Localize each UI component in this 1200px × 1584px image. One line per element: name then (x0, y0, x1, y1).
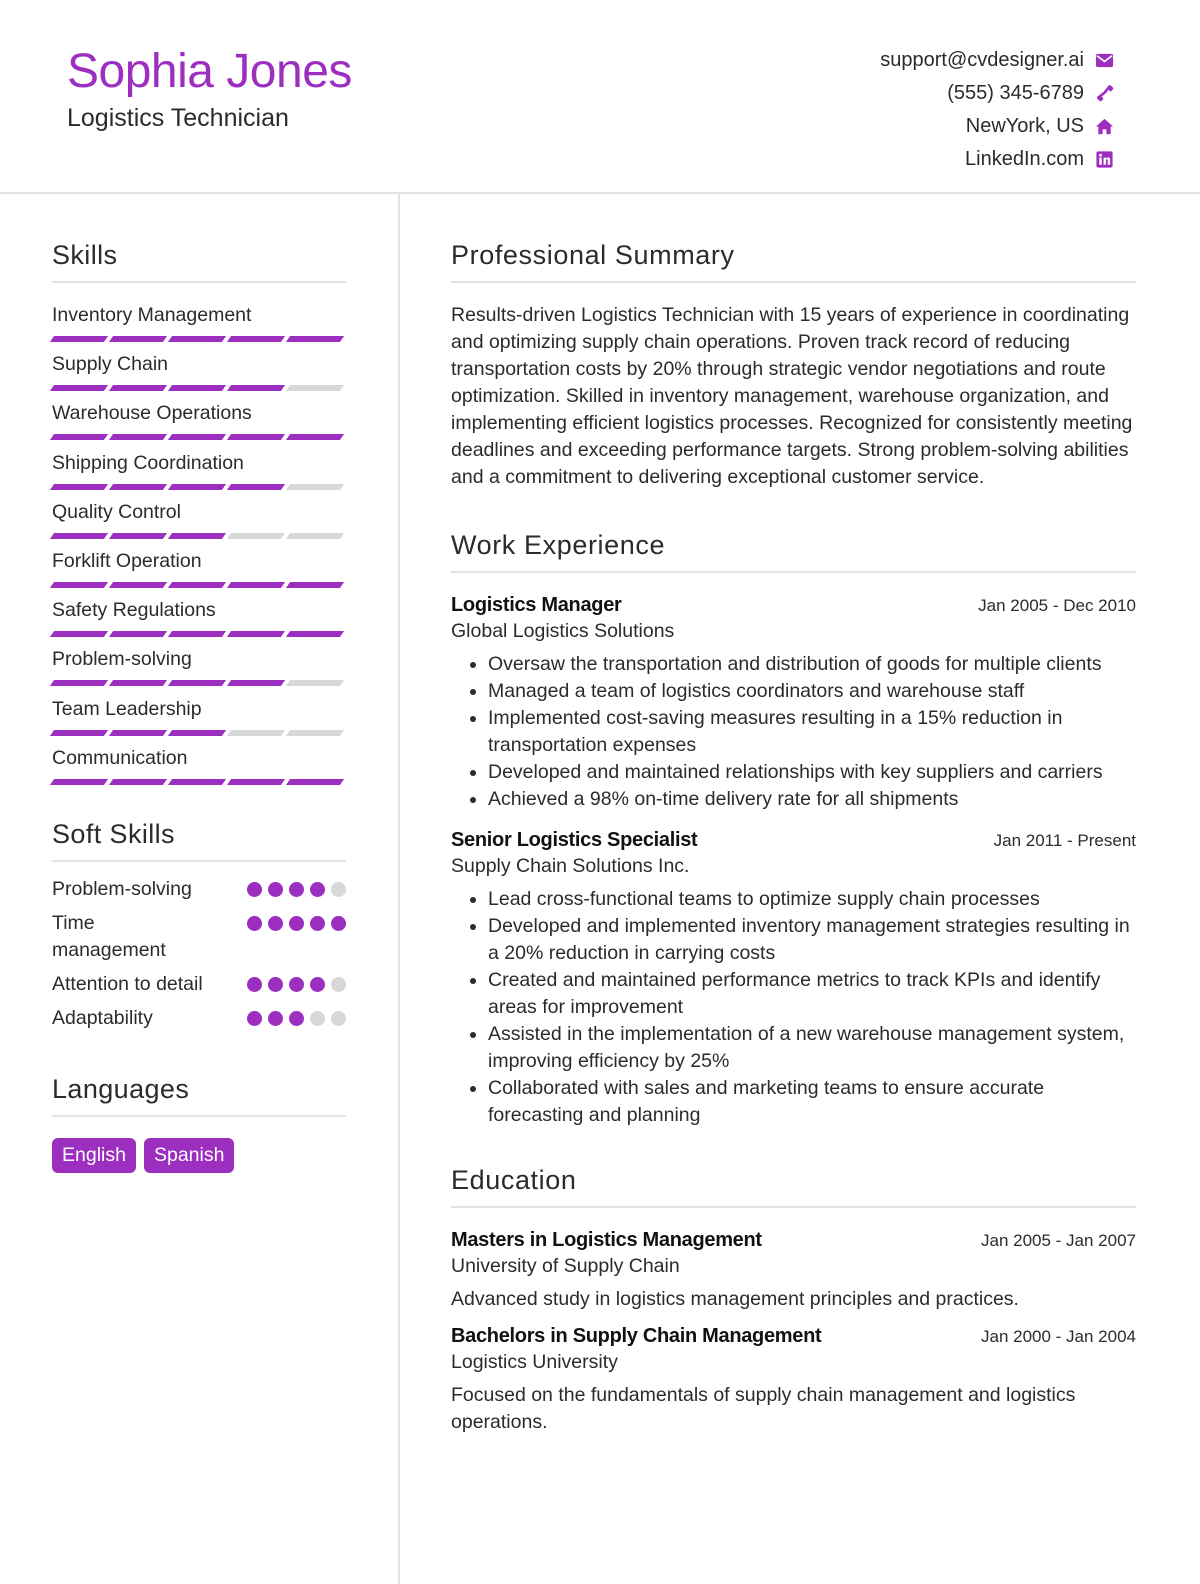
languages-heading: Languages (52, 1074, 346, 1117)
level-bar-filled (286, 434, 344, 440)
skills-list (52, 296, 346, 788)
soft-skill-level-dots (247, 971, 346, 992)
job-title: Senior Logistics Specialist (451, 829, 698, 851)
contact-phone-text[interactable]: (555) 345-6789 (947, 82, 1084, 104)
skill-level-bars (52, 484, 346, 490)
level-bar-empty (286, 385, 344, 391)
job-dates: Jan 2005 - Dec 2010 (978, 596, 1136, 615)
level-bar-filled (109, 336, 167, 342)
skill-label: Team Leadership (52, 697, 202, 720)
skill-label: Communication (52, 746, 188, 769)
job-dates: Jan 2011 - Present (993, 831, 1136, 850)
contact-phone[interactable] (880, 77, 1114, 110)
level-dot-empty (331, 977, 346, 992)
contact-location-text: NewYork, US (965, 115, 1084, 137)
education-header (451, 1325, 1136, 1348)
education-dates: Jan 2000 - Jan 2004 (980, 1327, 1136, 1346)
level-bar-filled (227, 631, 285, 637)
skill-label: Shipping Coordination (52, 451, 244, 474)
level-dot-filled (310, 977, 325, 992)
job-company: Supply Chain Solutions Inc. (451, 855, 690, 877)
job-title: Logistics Manager (451, 594, 622, 616)
level-bar-empty (286, 680, 344, 686)
level-bar-filled (50, 484, 108, 490)
skill-item (52, 739, 346, 788)
school-name: University of Supply Chain (451, 1255, 680, 1277)
soft-skills-heading: Soft Skills (52, 819, 346, 862)
level-dot-empty (331, 882, 346, 897)
languages-list (52, 1138, 346, 1173)
school-name: Logistics University (451, 1351, 618, 1373)
level-bar-filled (109, 434, 167, 440)
summary-text: Results-driven Logistics Technician with 15 years of experience in coordinating and optimizing supply chain operations. Proven track record of reducing transportation costs by 20% through strategic vendor negotiations and route optimization. Skilled in inventory management, warehouse organization, and implementing efficient logistics processes. Recognized for consistently meeting deadlines and exceeding performance targets. Strong problem-solving abilities and a commitment to delivering exceptional customer service. (451, 304, 1133, 488)
skill-label: Forklift Operation (52, 549, 202, 572)
contact-linkedin-text[interactable]: LinkedIn.com (965, 148, 1084, 170)
education-entry (451, 1229, 1136, 1313)
contact-linkedin[interactable] (880, 143, 1114, 176)
level-bar-filled (109, 484, 167, 490)
level-dot-filled (310, 916, 325, 931)
linkedin-icon (1094, 150, 1114, 170)
job-bullets (451, 651, 1136, 813)
level-dot-filled (247, 977, 262, 992)
level-bar-filled (168, 680, 226, 686)
job-company: Global Logistics Solutions (451, 620, 675, 642)
level-bar-filled (168, 385, 226, 391)
experience-list (451, 594, 1136, 1129)
level-bar-empty (286, 533, 344, 539)
column-divider (398, 194, 400, 1584)
degree-title: Bachelors in Supply Chain Management (451, 1325, 822, 1347)
level-bar-filled (227, 434, 285, 440)
experience-heading: Work Experience (451, 530, 1136, 573)
soft-skill-item (52, 876, 346, 903)
level-dot-filled (331, 916, 346, 931)
soft-skill-label: Problem-solving (52, 877, 192, 900)
phone-icon (1094, 84, 1114, 104)
level-bar-filled (168, 484, 226, 490)
level-bar-filled (50, 533, 108, 539)
skill-item (52, 345, 346, 394)
skill-label: Safety Regulations (52, 599, 216, 622)
resume-header (0, 0, 1200, 194)
main-column (451, 240, 1136, 1436)
summary-heading: Professional Summary (451, 240, 1136, 283)
level-bar-filled (109, 582, 167, 588)
level-dot-filled (289, 977, 304, 992)
job-bullet: • Developed and implemented inventory management strategies resulting in a 20% reduction in carrying costs (488, 913, 1136, 967)
skill-level-bars (52, 680, 346, 686)
skill-label: Inventory Management (52, 304, 252, 326)
level-bar-filled (168, 533, 226, 539)
skill-label: Quality Control (52, 500, 181, 523)
candidate-name: Sophia Jones (67, 45, 352, 98)
skill-label: Warehouse Operations (52, 402, 252, 425)
language-tag: English (52, 1138, 136, 1173)
level-dot-filled (247, 1011, 262, 1026)
job-bullet: • Created and maintained performance metrics to track KPIs and identify areas for improvement (488, 967, 1136, 1021)
skill-level-bars (52, 336, 346, 342)
contact-email-text[interactable]: support@cvdesigner.ai (880, 49, 1084, 71)
level-bar-filled (168, 434, 226, 440)
level-bar-filled (109, 779, 167, 785)
level-bar-empty (286, 484, 344, 490)
skill-item (52, 493, 346, 542)
level-bar-filled (227, 336, 285, 342)
skill-label: Supply Chain (52, 353, 168, 376)
level-dot-filled (268, 916, 283, 931)
level-bar-filled (50, 582, 108, 588)
level-dot-filled (247, 882, 262, 897)
soft-skill-label: Attention to detail (52, 972, 203, 995)
job-bullet: • Achieved a 98% on-time delivery rate for all shipments (488, 786, 1136, 813)
skill-label: Problem-solving (52, 648, 192, 671)
soft-skill-item (52, 971, 346, 998)
skill-item (52, 591, 346, 640)
level-bar-filled (168, 582, 226, 588)
level-bar-filled (227, 680, 285, 686)
level-dot-filled (289, 882, 304, 897)
skill-level-bars (52, 434, 346, 440)
skill-level-bars (52, 385, 346, 391)
degree-title: Masters in Logistics Management (451, 1229, 762, 1251)
skill-item (52, 394, 346, 443)
soft-skill-item (52, 1005, 346, 1032)
skill-level-bars (52, 582, 346, 588)
candidate-title: Logistics Technician (67, 104, 289, 132)
soft-skill-item (52, 910, 346, 964)
language-tag: Spanish (144, 1138, 234, 1173)
education-dates: Jan 2005 - Jan 2007 (980, 1231, 1136, 1250)
soft-skill-level-dots (247, 1005, 346, 1026)
sidebar (52, 240, 346, 1173)
skill-level-bars (52, 730, 346, 736)
level-bar-filled (286, 582, 344, 588)
level-bar-filled (109, 730, 167, 736)
skill-item (52, 296, 346, 345)
level-bar-filled (109, 385, 167, 391)
level-bar-filled (168, 779, 226, 785)
skill-item (52, 640, 346, 689)
education-description: Advanced study in logistics management principles and practices. (451, 1288, 1019, 1310)
level-bar-filled (286, 779, 344, 785)
job-bullet: • Assisted in the implementation of a new warehouse management system, improving efficiency by 25% (488, 1021, 1136, 1075)
level-dot-filled (247, 916, 262, 931)
level-bar-filled (227, 779, 285, 785)
level-bar-empty (286, 730, 344, 736)
level-bar-filled (227, 385, 285, 391)
job-entry (451, 594, 1136, 813)
education-description: Focused on the fundamentals of supply chain management and logistics operations. (451, 1384, 1076, 1433)
skill-item (52, 444, 346, 493)
soft-skills-list (52, 876, 346, 1032)
education-heading: Education (451, 1165, 1136, 1208)
level-dot-empty (331, 1011, 346, 1026)
level-bar-filled (50, 385, 108, 391)
job-bullet: • Implemented cost-saving measures resulting in a 15% reduction in transportation expenses (488, 705, 1136, 759)
job-bullet: • Managed a team of logistics coordinators and warehouse staff (488, 678, 1136, 705)
level-dot-filled (268, 1011, 283, 1026)
level-bar-filled (286, 631, 344, 637)
level-bar-filled (168, 336, 226, 342)
contact-email[interactable] (880, 44, 1114, 77)
skill-level-bars (52, 631, 346, 637)
level-bar-filled (109, 680, 167, 686)
level-dot-filled (310, 882, 325, 897)
education-header (451, 1229, 1136, 1252)
skill-item (52, 690, 346, 739)
level-bar-filled (227, 582, 285, 588)
level-dot-filled (268, 882, 283, 897)
soft-skill-level-dots (247, 876, 346, 897)
level-bar-filled (168, 730, 226, 736)
contact-list (880, 44, 1114, 176)
level-dot-filled (268, 977, 283, 992)
level-dot-filled (289, 1011, 304, 1026)
education-entry (451, 1325, 1136, 1436)
job-bullet: • Developed and maintained relationships with key suppliers and carriers (488, 759, 1136, 786)
home-icon (1094, 117, 1114, 137)
level-bar-empty (227, 730, 285, 736)
level-dot-empty (310, 1011, 325, 1026)
level-bar-filled (109, 533, 167, 539)
education-list (451, 1229, 1136, 1436)
level-bar-filled (109, 631, 167, 637)
job-bullet: • Lead cross-functional teams to optimize supply chain processes (488, 886, 1136, 913)
soft-skill-label: Adaptability (52, 1006, 153, 1029)
level-bar-filled (50, 779, 108, 785)
level-bar-filled (50, 680, 108, 686)
envelope-icon (1094, 51, 1114, 71)
skill-item (52, 542, 346, 591)
job-bullet: • Collaborated with sales and marketing teams to ensure accurate forecasting and planning (488, 1075, 1136, 1129)
level-bar-filled (286, 336, 344, 342)
level-bar-filled (168, 631, 226, 637)
skill-level-bars (52, 533, 346, 539)
job-bullet: • Oversaw the transportation and distribution of goods for multiple clients (488, 651, 1136, 678)
skills-heading: Skills (52, 240, 346, 283)
level-dot-filled (289, 916, 304, 931)
level-bar-filled (50, 631, 108, 637)
soft-skill-level-dots (247, 910, 346, 931)
job-header (451, 594, 1136, 617)
job-header (451, 829, 1136, 852)
level-bar-filled (50, 336, 108, 342)
contact-location (880, 110, 1114, 143)
soft-skill-label: Time management (52, 911, 166, 961)
level-bar-filled (50, 730, 108, 736)
job-entry (451, 829, 1136, 1129)
level-bar-filled (227, 484, 285, 490)
skill-level-bars (52, 779, 346, 785)
job-bullets (451, 886, 1136, 1129)
level-bar-empty (227, 533, 285, 539)
level-bar-filled (50, 434, 108, 440)
